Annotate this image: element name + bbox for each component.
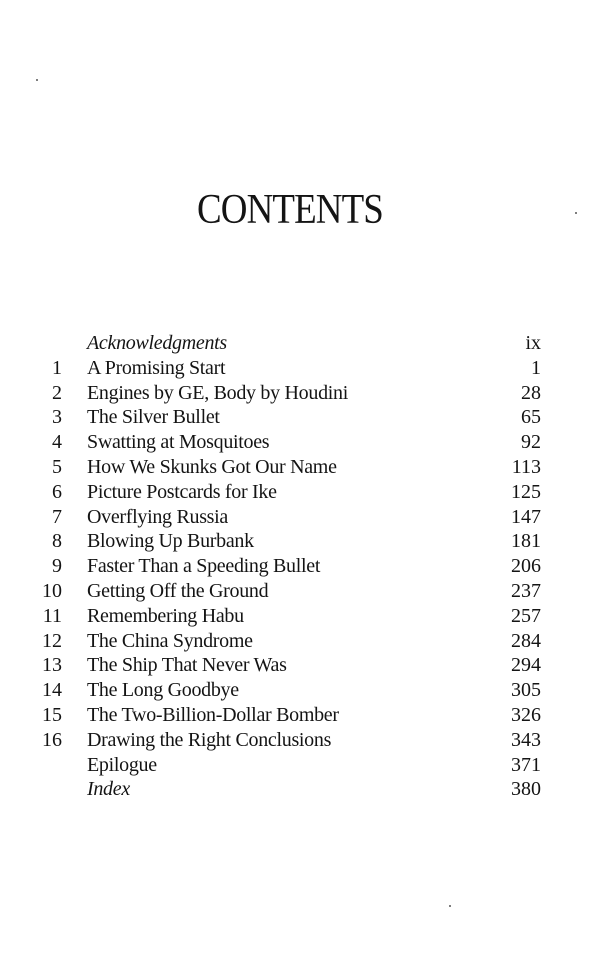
toc-entry	[40, 356, 541, 381]
chapter-title: Drawing the Right Conclusions	[87, 728, 332, 751]
chapter-title: Swatting at Mosquitoes	[87, 431, 270, 454]
page-number: 294	[511, 654, 541, 677]
chapter-title: The Two-Billion-Dollar Bomber	[87, 703, 339, 726]
chapter-title: Getting Off the Ground	[87, 579, 269, 602]
page-number: 206	[511, 555, 541, 578]
table-of-contents	[40, 331, 541, 802]
page-title: CONTENTS	[197, 187, 383, 233]
chapter-title: The China Syndrome	[87, 629, 253, 652]
chapter-title: The Silver Bullet	[87, 406, 220, 429]
toc-entry	[40, 381, 541, 406]
chapter-title: Picture Postcards for Ike	[87, 480, 277, 503]
chapter-title: The Long Goodbye	[87, 679, 239, 702]
page-number: 237	[511, 579, 541, 602]
paper-speck	[36, 79, 38, 81]
page-number: 326	[511, 703, 541, 726]
chapter-title: Faster Than a Speeding Bullet	[87, 555, 321, 578]
chapter-title: The Ship That Never Was	[87, 654, 287, 677]
chapter-number: 10	[42, 579, 62, 602]
chapter-number: 13	[42, 654, 62, 677]
toc-entry	[40, 753, 541, 778]
chapter-number: 1	[52, 356, 62, 379]
chapter-number: 4	[52, 431, 62, 454]
chapter-number: 7	[52, 505, 62, 528]
chapter-title: Epilogue	[87, 753, 157, 776]
chapter-title: Engines by GE, Body by Houdini	[87, 381, 348, 404]
toc-entry	[40, 480, 541, 505]
toc-entry	[40, 405, 541, 430]
toc-entry	[40, 604, 541, 629]
chapter-title: Index	[87, 778, 130, 801]
page-number: 92	[521, 431, 541, 454]
chapter-title: Acknowledgments	[87, 332, 227, 354]
chapter-title: Blowing Up Burbank	[87, 530, 254, 553]
toc-entry	[40, 629, 541, 654]
chapter-number: 14	[42, 679, 62, 702]
chapter-number: 2	[52, 381, 62, 404]
chapter-number: 15	[42, 703, 62, 726]
page-number: 125	[511, 480, 541, 503]
chapter-title: A Promising Start	[87, 356, 226, 379]
page-number: 343	[511, 728, 541, 751]
chapter-title: How We Skunks Got Our Name	[87, 455, 337, 478]
toc-entry	[40, 678, 541, 703]
chapter-title: Remembering Habu	[87, 604, 244, 627]
toc-entry	[40, 653, 541, 678]
toc-entry	[40, 331, 541, 356]
toc-entry	[40, 529, 541, 554]
toc-entry	[40, 777, 541, 802]
toc-entry	[40, 728, 541, 753]
chapter-title: Overflying Russia	[87, 505, 228, 528]
page-number: 147	[511, 505, 541, 528]
chapter-number: 8	[52, 530, 62, 553]
page-number: 257	[511, 604, 541, 627]
toc-entry	[40, 579, 541, 604]
page-number: 305	[511, 679, 541, 702]
toc-entry	[40, 430, 541, 455]
paper-speck	[575, 212, 577, 214]
page-number: 380	[511, 778, 541, 801]
page-number: ix	[525, 332, 541, 354]
toc-entry	[40, 703, 541, 728]
chapter-number: 9	[52, 555, 62, 578]
page-number: 65	[521, 406, 541, 429]
paper-speck	[449, 905, 451, 907]
toc-entry	[40, 505, 541, 530]
chapter-number: 6	[52, 480, 62, 503]
page-number: 284	[511, 629, 541, 652]
page-number: 181	[511, 530, 541, 553]
page-number: 113	[511, 455, 541, 478]
chapter-number: 5	[52, 455, 62, 478]
chapter-number: 3	[52, 406, 62, 429]
page-number: 28	[521, 381, 541, 404]
toc-entry	[40, 455, 541, 480]
chapter-number: 16	[42, 728, 62, 751]
chapter-number: 11	[42, 604, 62, 627]
chapter-number: 12	[42, 629, 62, 652]
toc-entry	[40, 554, 541, 579]
page-number: 1	[531, 356, 541, 379]
page-number: 371	[511, 753, 541, 776]
